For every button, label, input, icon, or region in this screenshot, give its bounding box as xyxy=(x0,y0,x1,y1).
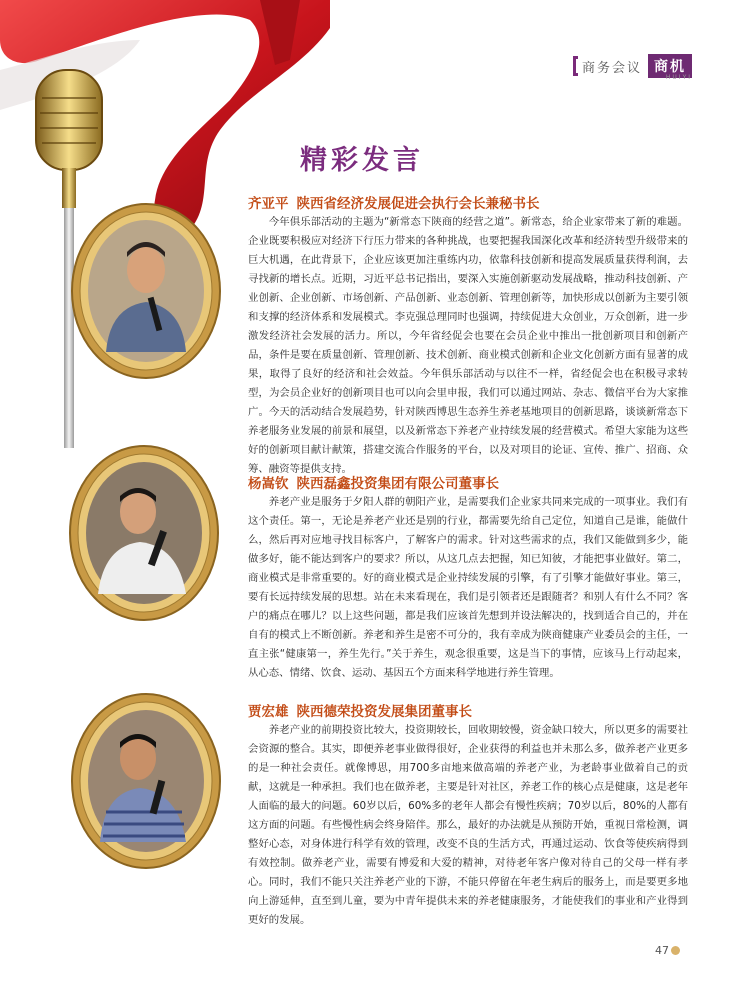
speaker-speech: 养老产业的前期投资比较大，投资期较长，回收期较慢，资金缺口较大，所以更多的需要社会资源的整合。其实，即便养老事业做得很好，企业获得的利益也并未那么多，做养老产业更多的是一种社会责任。就像博思，用700多亩地来做高端的养老产业，为老龄事业做着自己的贡献，这就是一种承担。我们也在做养老，主要是针对社区，养老工作的核心点是健康，这是老年人面临的最大的问题。60岁以后，60%多的老年人都会有慢性疾病；70岁以后，80%的人都有这方面的问题。有些慢性病会终身陪伴。那么，最好的办法就是从预防开始，重视日常检测，调整好心态，对身体进行科学有效的管理，改变不良的生活方式，再通过运动、饮食等使疾病得到有效控制。做养老产业，需要有博爱和大爱的精神，对待老年客户像对待自己的父母一样有孝心。同时，我们不能只关注养老产业的下游，不能只停留在年老生病后的服务上，而是要更多地向上游延伸，直至到儿童，要为中青年提供未来的养老健康服务，才能使我们的事业和产业得到更好的发展。 xyxy=(248,724,688,926)
section-main-label: 商机 xyxy=(648,54,692,78)
speaker-heading xyxy=(248,192,540,212)
speaker-heading xyxy=(248,472,499,492)
bracket-decoration xyxy=(573,56,578,76)
speaker-portrait xyxy=(68,444,220,622)
speaker-name: 贾宏雄 xyxy=(248,704,289,720)
page-number-text: 47 xyxy=(655,944,669,957)
page-title: 精彩发言 xyxy=(300,145,424,176)
speaker-name: 杨嵩钦 xyxy=(248,476,289,492)
speaker-heading xyxy=(248,700,472,720)
section-header xyxy=(573,54,692,81)
speaker-portrait xyxy=(70,202,222,380)
speaker-title: 陕西磊鑫投资集团有限公司董事长 xyxy=(296,476,499,492)
speaker-name: 齐亚平 xyxy=(248,196,289,212)
speaker-title: 陕西德荣投资发展集团董事长 xyxy=(296,704,472,720)
speaker-speech: 养老产业是服务于夕阳人群的朝阳产业，是需要我们企业家共同来完成的一项事业。我们有这个责任。第一，无论是养老产业还是别的行业，都需要先给自己定位，知道自己是谁，能做什么，然后再对应地寻找目标客户，了解客户的需求。针对这些需求的点，我们又能做到多少，能做多好，能不能达到客户的要求？所以，从这几点去把握，知已知彼，才能把事业做好。第二，商业模式是非常重要的。好的商业模式是企业持续发展的引擎，有了引擎才能做好事业。第三，要有长远持续发展的思想。站在未来看现在，我们是引领者还是跟随者？和别人有什么不同？客户的痛点在哪儿？以上这些问题，都是我们应该首先想到并设法解决的，找到适合自己的，并在自有的模式上不断创新。养老和养生是密不可分的，我有幸成为陕商健康产业委员会的主任，一直主张“健康第一，养生先行。”关于养生，观念很重要，这是当下的事情，应该马上行动起来，从心态、情绪、饮食、运动、基因五个方面来科学地进行养生管理。 xyxy=(248,496,688,679)
page-dot-decoration xyxy=(671,946,680,955)
section-pinyin: HUIYI xyxy=(665,74,692,81)
page-number xyxy=(655,944,680,957)
section-label: 商务会议 xyxy=(581,60,642,76)
speaker-portrait xyxy=(70,692,222,870)
speaker-speech: 今年俱乐部活动的主题为“新常态下陕商的经营之道”。新常态，给企业家带来了新的难题。企业既要积极应对经济下行压力带来的各种挑战，也要把握我国深化改革和经济转型升级带来的巨大机遇，在此背景下，企业应该更加注重练内功，依靠科技创新和提高发展质量获得利润，去寻找新的增长点。近期，习近平总书记指出，要深入实施创新驱动发展战略，推动科技创新、产业创新、企业创新、市场创新、产品创新、业态创新、管理创新等，加快形成以创新为主要引领和支撑的经济体系和发展模式。李克强总理同时也强调，持续促进大众创业，万众创新，进一步激发经济社会发展的活力。所以，今年省经促会也要在会员企业中推出一批创新项目和创新产品，条件是要在质量创新、管理创新、技术创新、商业模式创新和企业文化创新方面有显著的成果，取得了良好的经济和社会效益。今年俱乐部活动与以往不一样，省经促会也在积极寻求转型，为会员企业好的创新项目也可以向会里申报，我们可以通过网站、杂志、微信平台为大家推广。今天的活动结合发展趋势，针对陕西博思生态养生养老基地项目的创新思路，谈谈新常态下养老服务业发展的前景和展望，以及新常态下养老产业持续发展的经营模式。希望大家能为这些好的创新项目献计献策，搭建交流合作服务的平台，以及对项目的论证、宣传、推广、招商、众筹、融资等提供支持。 xyxy=(248,216,688,475)
speaker-title: 陕西省经济发展促进会执行会长兼秘书长 xyxy=(296,196,540,212)
